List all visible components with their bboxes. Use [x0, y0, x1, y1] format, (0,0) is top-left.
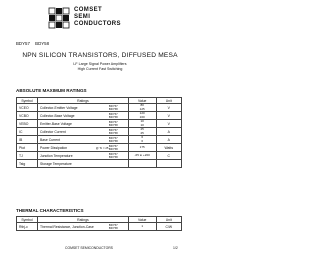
value-line: -65 to +200 [134, 152, 150, 157]
cell-unit: A [156, 128, 182, 136]
rating-parts [108, 121, 128, 127]
rating-label: Collector-Emitter Voltage [40, 105, 78, 110]
ratings-wrap [38, 162, 128, 166]
table-row [17, 128, 182, 136]
logo-line-1: COMSET [74, 7, 103, 13]
page-number: 1/2 [173, 246, 178, 250]
value-line: 10 [140, 119, 144, 124]
part-number-2: BDY58 [35, 41, 50, 46]
rating-part: BDY58 [108, 114, 118, 119]
cell-symbol: Rthj-c [17, 223, 38, 231]
absolute-ratings-table [16, 97, 182, 168]
ratings-wrap [38, 113, 128, 119]
logo-text [74, 7, 124, 28]
cell-unit: A [156, 136, 182, 144]
ratings-wrap [38, 105, 128, 111]
cell-unit: V [156, 112, 182, 120]
cell-value [128, 120, 156, 128]
header-ratings: Ratings [38, 98, 129, 104]
rating-label: Junction Temperature [40, 153, 73, 158]
rating-parts [108, 113, 128, 119]
header-value: Value [128, 98, 156, 104]
table-row [17, 136, 182, 144]
rating-part: BDY57 [108, 143, 118, 148]
table-row [17, 120, 182, 128]
cell-symbol: IC [17, 128, 38, 136]
cell-symbol: IB [17, 136, 38, 144]
rating-part: BDY58 [108, 154, 118, 159]
value-line: 1 [141, 223, 143, 228]
rating-label: Base Current [40, 137, 61, 142]
cell-value [128, 104, 156, 112]
rating-parts [108, 129, 128, 135]
value-line: 6 [141, 138, 143, 143]
rating-part: BDY57 [108, 111, 118, 116]
rating-part: BDY58 [108, 106, 118, 111]
part-number-1: BDY57 [16, 41, 30, 46]
cell-symbol: Ptot [17, 144, 38, 152]
part-numbers [16, 41, 53, 46]
ratings-wrap [38, 145, 128, 151]
value-line: 80 [140, 103, 144, 108]
table-row [17, 223, 182, 231]
value-line: 25 [140, 130, 144, 135]
rating-part: BDY58 [108, 122, 118, 127]
rating-part: BDY57 [108, 222, 118, 227]
document-title: NPN SILICON TRANSISTORS, DIFFUSED MESA [22, 52, 178, 59]
logo-squares-icon [48, 7, 72, 29]
footer-company: COMSET SEMICONDUCTORS [65, 246, 113, 250]
cell-symbol: VCBO [17, 112, 38, 120]
cell-value [128, 152, 156, 160]
rating-label: Emitter-Base Voltage [40, 121, 72, 126]
cell-ratings [38, 128, 129, 136]
table-row [17, 160, 182, 168]
value-line: 160 [139, 114, 145, 119]
cell-ratings [38, 223, 129, 231]
thermal-table [16, 216, 182, 231]
cell-ratings [38, 112, 129, 120]
header-symbol: Symbol [17, 217, 38, 223]
cell-value [128, 136, 156, 144]
rating-part: BDY57 [108, 135, 118, 140]
header-symbol: Symbol [17, 98, 38, 104]
rating-label: Storage Temperature [40, 161, 72, 166]
cell-value [128, 112, 156, 120]
rating-parts [108, 224, 128, 230]
cell-unit: V [156, 104, 182, 112]
cell-value [128, 160, 156, 168]
value-line: 175 [139, 144, 145, 149]
section-title-absolute: ABSOLUTE MAXIMUM RATINGS [16, 88, 87, 93]
ratings-wrap [38, 224, 128, 230]
rating-label: Collector-Base Voltage [40, 113, 75, 118]
header-ratings: Ratings [38, 217, 129, 223]
value-line: 120 [139, 111, 145, 116]
section-title-thermal: THERMAL CHARACTERISTICS [16, 208, 84, 213]
table-row [17, 112, 182, 120]
cell-symbol: TJ [17, 152, 38, 160]
table-row [17, 104, 182, 112]
header-unit: Unit [156, 98, 182, 104]
cell-ratings [38, 144, 129, 152]
cell-ratings [38, 120, 129, 128]
rating-parts [108, 105, 128, 111]
cell-unit: C [156, 152, 182, 160]
ratings-wrap [38, 121, 128, 127]
rating-part: BDY57 [108, 119, 118, 124]
table-row [17, 144, 182, 152]
cell-ratings [38, 104, 129, 112]
table-row [17, 152, 182, 160]
rating-parts [108, 153, 128, 159]
subtitle-line-1: LF Large Signal Power Amplifiers [73, 62, 127, 66]
rating-parts [108, 137, 128, 143]
cell-value [128, 223, 156, 231]
cell-value [128, 144, 156, 152]
subtitle-line-2: High Current Fast Switching [77, 67, 123, 71]
cell-symbol: VCEO [17, 104, 38, 112]
cell-ratings [38, 160, 129, 168]
cell-unit: C/W [156, 223, 182, 231]
rating-part: BDY57 [108, 151, 118, 156]
logo-line-2: SEMI [74, 14, 91, 20]
rating-part: BDY58 [108, 146, 118, 151]
value-line: 10 [140, 122, 144, 127]
cell-ratings [38, 136, 129, 144]
value-line: 125 [139, 106, 145, 111]
company-logo [48, 7, 121, 29]
rating-label: Thermal Resistance, Junction-Case [40, 224, 94, 229]
ratings-wrap [38, 137, 128, 143]
cell-unit: Watts [156, 144, 182, 152]
value-line: 25 [140, 127, 144, 132]
cell-ratings [38, 152, 129, 160]
value-line: 6 [141, 135, 143, 140]
cell-symbol: VEBO [17, 120, 38, 128]
logo-line-3: CONDUCTORS [74, 21, 121, 27]
ratings-wrap [38, 153, 128, 159]
rating-part: BDY58 [108, 138, 118, 143]
rating-part: BDY57 [108, 127, 118, 132]
cell-symbol: Tstg [17, 160, 38, 168]
rating-label: Power Dissipation [40, 145, 68, 150]
rating-parts [108, 145, 128, 151]
rating-part: BDY57 [108, 103, 118, 108]
rating-part: BDY58 [108, 130, 118, 135]
rating-part: BDY58 [108, 225, 118, 230]
header-unit: Unit [156, 217, 182, 223]
ratings-wrap [38, 129, 128, 135]
rating-note: @ Tc = 25 [95, 145, 109, 150]
cell-unit [156, 160, 182, 168]
rating-label: Collector Current [40, 129, 66, 134]
cell-value [128, 128, 156, 136]
header-value: Value [128, 217, 156, 223]
cell-unit: V [156, 120, 182, 128]
